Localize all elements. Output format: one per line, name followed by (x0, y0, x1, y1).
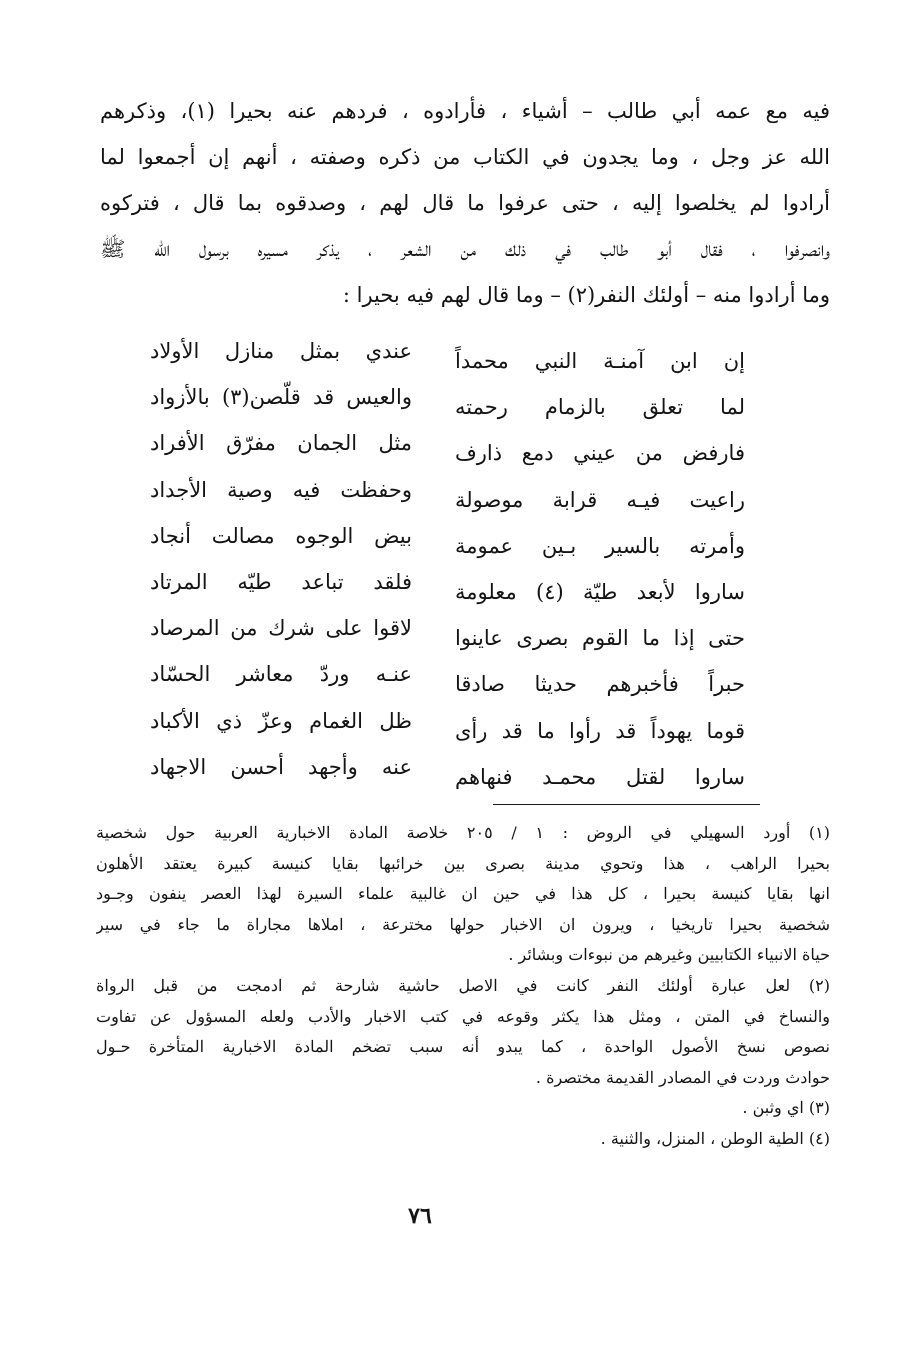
footnote-line: حوادث وردت في المصادر القديمة مختصرة . (535, 1067, 830, 1087)
prose-line: الله عز وجل ، وما يجدون في الكتاب من ذكره وصفته ، أنهم إن أجمعوا لما (100, 145, 830, 169)
poem-hemistich: بيض الوجوه مصالت أنجاد (150, 523, 412, 548)
poem-hemistich: لاقوا على شرك من المرصاد (150, 616, 412, 641)
footnote-line: شخصية بحيرا تاريخيا ، ويرون ان الاخبار حولها مخترعة ، املاها مجاراة ما جاء في سير (96, 914, 830, 934)
prose-paragraph (100, 88, 830, 318)
poem-hemistich: والعيس قد قلّصن(٣) بالأزواد (150, 385, 412, 410)
poem-hemistich: فلقد تباعد طيّه المرتاد (150, 569, 412, 594)
footnote-line: انها بقايا كنيسة بحيرا ، كل هذا في حين ان غالبية علماء السيرة لهذا العصر ينفون وجـود (96, 884, 830, 904)
poem-hemistich: ساروا لأبعد طيّة (٤) معلومة (455, 579, 745, 604)
footnote-line: والنساخ في المتن ، ومثل هذا يكثر وقوعه في كتب الاخبار والأدب ولعله المسؤول عن تفاوت (96, 1006, 830, 1026)
poem-hemistich: فارفض من عيني دمع ذارف (455, 441, 745, 466)
prose-line: فيه مع عمه أبي طالب – أشياء ، فأرادوه ، فردهم عنه بحيرا (١)، وذكرهم (100, 99, 830, 123)
prose-line: أرادوا لم يخلصوا إليه ، حتى عرفوا ما قال لهم ، وصدقوه بما قال ، فتركوه (100, 191, 830, 215)
poem-hemistich: حتى إذا ما القوم بصرى عاينوا (455, 626, 745, 651)
poem-hemistich: إن ابن آمنـة النبي محمداً (455, 349, 745, 373)
poem-hemistich: قوما يهوداً قد رأوا ما قد رأى (455, 718, 745, 743)
footnote-line: (١) أورد السهيلي في الروض : ١ / ٢٠٥ خلاصة المادة الاخبارية العربية حول شخصية (96, 823, 830, 842)
footnote-line: (٣) اي وثبن . (742, 1098, 830, 1118)
poem-hemistich: ظل الغمام وعزّ ذي الأكباد (150, 708, 412, 733)
poem-hemistich: عندي بمثل منازل الأولاد (150, 339, 412, 363)
poem-hemistich: ساروا لقتل محمـد فنهاهم (455, 764, 745, 789)
poem-hemistich: حبراً فأخبرهم حديثا صادقا (455, 672, 745, 697)
poem-hemistich: وحفظت فيه وصية الأجداد (150, 477, 412, 502)
footnotes (96, 818, 830, 1155)
poem-right-column (455, 338, 745, 800)
footnote-line: حياة الانبياء الكتابيين وغيرهم من نبوءات وبشائر . (508, 945, 830, 965)
poem-hemistich: عنه وأجهد أحسن الاجهاد (150, 754, 412, 779)
prose-line: وما أرادوا منه – أولئك النفر(٢) – وما قال لهم فيه بحيرا : (342, 283, 830, 307)
poem-hemistich: لما تعلق بالزمام رحمته (455, 395, 745, 420)
poem-hemistich: راعيت فيـه قرابة موصولة (455, 487, 745, 512)
footnote-line: نصوص نسخ الأصول الواحدة ، كما يبدو أنه سبب تضخم المادة الاخبارية المتأخرة حـول (96, 1037, 830, 1057)
poem-hemistich: عنـه وردّ معاشر الحسّاد (150, 662, 412, 687)
poem-hemistich: مثل الجمان مفرّق الأفراد (150, 431, 412, 456)
poem-left-column (150, 328, 412, 790)
footnote-line: بحيرا الراهب ، هذا وتحوي مدينة بصرى بين خرائبها بقايا كنيسة كبيرة يعتقد الأهلون (96, 853, 830, 873)
poem-hemistich: وأمرته بالسير بـين عمومة (455, 533, 745, 558)
prose-line: وانصرفوا ، فقال أبو طالب في ذلك من الشعر ، يذكر مسيره برسول الله ﷺ (100, 237, 830, 261)
page-number: ٧٦ (408, 1203, 432, 1229)
footnote-separator (493, 804, 760, 805)
footnote-line: (٢) لعل عبارة أولئك النفر كانت في الاصل حاشية شارحة ثم ادمجت من قبل الرواة (96, 975, 830, 995)
footnote-line: (٤) الطية الوطن ، المنزل، والثنية . (600, 1128, 830, 1148)
